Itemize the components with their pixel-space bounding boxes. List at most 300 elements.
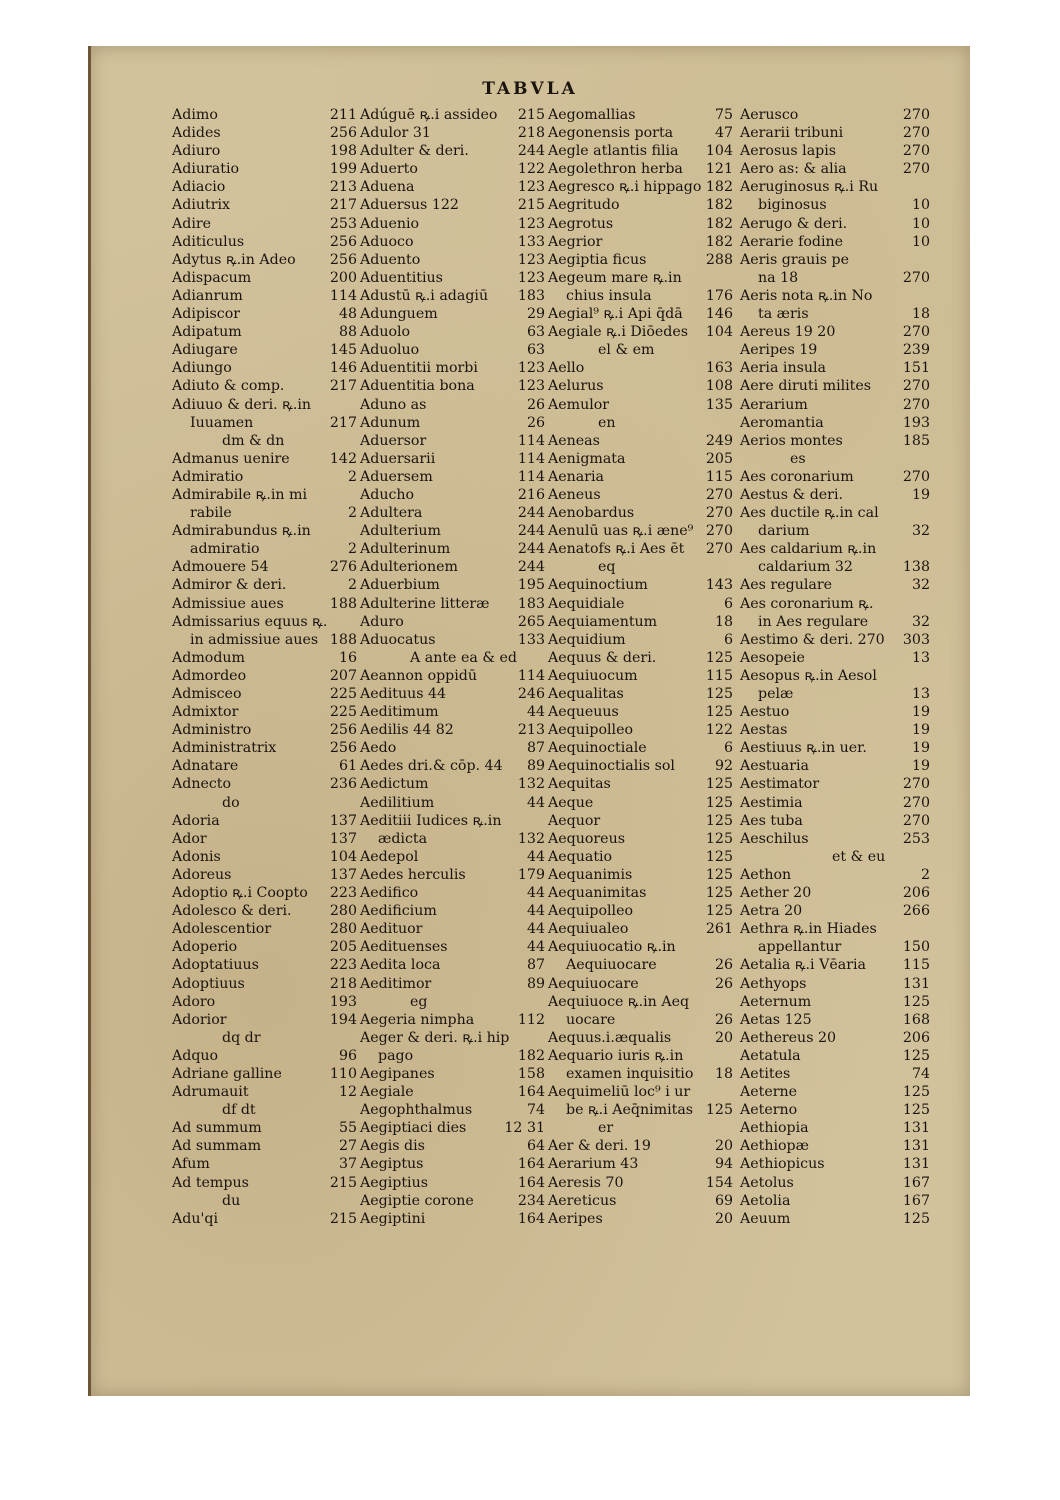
index-entry xyxy=(172,938,357,956)
index-entry xyxy=(360,902,545,920)
entry-page-number: 206 xyxy=(902,885,930,902)
index-entry xyxy=(548,1083,733,1101)
entry-term: Aestuo xyxy=(740,704,790,721)
entry-term: Adiuro xyxy=(172,143,221,160)
entry-term: Aduno as xyxy=(360,396,427,413)
entry-term: Aegeum mare ꝶ.in xyxy=(548,269,682,286)
entry-page-number: 205 xyxy=(705,450,733,467)
entry-page-number: 18 xyxy=(911,306,930,323)
entry-term: Aestiuus ꝶ.in uer. xyxy=(740,740,867,757)
entry-term: Admisceo xyxy=(172,686,242,702)
index-entry xyxy=(172,432,357,450)
entry-page-number: 256 xyxy=(329,740,357,757)
index-entry xyxy=(172,884,357,902)
entry-page-number: 125 xyxy=(705,649,733,666)
entry-page-number: 104 xyxy=(329,848,357,865)
entry-term: Aegomallias xyxy=(548,107,636,123)
entry-term: Admordeo xyxy=(172,667,247,684)
entry-page-number: 137 xyxy=(329,830,357,847)
index-entry xyxy=(548,1029,733,1047)
entry-term: Aegophthalmus xyxy=(360,1102,473,1119)
entry-page-number: 276 xyxy=(329,559,357,576)
entry-term: Adonis xyxy=(172,848,221,865)
entry-page-number: 121 xyxy=(705,161,733,178)
entry-term: Aequatio xyxy=(548,848,613,865)
entry-page-number: 193 xyxy=(329,993,357,1010)
entry-term: Adrumauit xyxy=(172,1084,249,1101)
entry-term: Aequor xyxy=(548,812,601,829)
entry-page-number: 244 xyxy=(517,559,545,576)
entry-page-number: 26 xyxy=(714,957,733,974)
entry-term: Aeresis 70 xyxy=(548,1174,624,1191)
index-entry xyxy=(172,613,357,631)
entry-page-number: 125 xyxy=(705,903,733,920)
entry-page-number: 225 xyxy=(329,704,357,721)
entry-page-number: 112 xyxy=(517,1011,545,1028)
index-entry xyxy=(548,305,733,323)
entry-term: Aegis dis xyxy=(360,1138,425,1155)
entry-page-number: 215 xyxy=(329,1174,357,1191)
entry-page-number: 87 xyxy=(526,957,545,974)
entry-term: Aetra 20 xyxy=(740,903,803,920)
entry-page-number: 26 xyxy=(714,1011,733,1028)
index-entry xyxy=(740,1065,930,1083)
entry-page-number: 87 xyxy=(526,740,545,757)
entry-term: Adu'qi xyxy=(172,1210,218,1227)
entry-page-number: 2 xyxy=(920,866,930,883)
index-entry xyxy=(740,613,930,631)
index-entry xyxy=(740,359,930,377)
index-entry xyxy=(740,142,930,160)
index-entry xyxy=(548,1192,733,1210)
index-entry xyxy=(548,468,733,486)
index-entry xyxy=(172,287,357,305)
entry-page-number: 69 xyxy=(714,1192,733,1209)
entry-page-number: 179 xyxy=(517,866,545,883)
index-entry xyxy=(360,504,545,522)
entry-term: Adiuto & comp. xyxy=(172,378,285,395)
entry-page-number: 193 xyxy=(902,414,930,431)
entry-term: Aerugo & deri. xyxy=(740,215,848,232)
entry-term: en xyxy=(598,414,616,431)
index-entry xyxy=(740,215,930,233)
entry-term: Aeditimum xyxy=(360,704,439,721)
entry-term: darium xyxy=(758,523,810,540)
index-entry xyxy=(740,975,930,993)
index-entry xyxy=(172,305,357,323)
entry-page-number: 236 xyxy=(329,776,357,793)
entry-term: Aequario iuris ꝶ.in xyxy=(548,1047,684,1064)
index-entry xyxy=(172,124,357,142)
entry-page-number: 270 xyxy=(705,505,733,522)
index-entry xyxy=(740,902,930,920)
entry-term: er xyxy=(598,1120,614,1137)
entry-page-number: 89 xyxy=(526,758,545,775)
entry-term: ta æris xyxy=(758,306,809,323)
entry-page-number: 26 xyxy=(526,414,545,431)
entry-page-number: 256 xyxy=(329,125,357,142)
index-entry xyxy=(172,1137,357,1155)
index-entry xyxy=(548,576,733,594)
entry-term: Aestus & deri. xyxy=(740,486,843,503)
entry-term: Aegiptie corone xyxy=(360,1192,474,1209)
index-entry xyxy=(548,1119,733,1137)
index-entry xyxy=(548,721,733,739)
index-entry xyxy=(740,775,930,793)
entry-term: Ad summam xyxy=(172,1138,262,1155)
entry-term: Aeneas xyxy=(548,432,600,449)
index-entry xyxy=(172,812,357,830)
entry-page-number: 195 xyxy=(517,577,545,594)
entry-page-number: 256 xyxy=(329,722,357,739)
index-entry xyxy=(360,160,545,178)
entry-page-number: 270 xyxy=(902,107,930,123)
entry-term: el & em xyxy=(598,342,655,359)
entry-term: Aegle atlantis filia xyxy=(548,143,679,160)
index-entry xyxy=(360,1065,545,1083)
index-entry xyxy=(172,377,357,395)
index-entry xyxy=(172,1083,357,1101)
entry-term: Adoro xyxy=(172,993,216,1010)
entry-page-number: 13 xyxy=(911,686,930,702)
entry-term: Aereticus xyxy=(548,1192,617,1209)
entry-term: Aegiptiaci dies xyxy=(360,1120,467,1137)
index-entry xyxy=(172,1011,357,1029)
entry-term: Aes coronarium ꝶ. xyxy=(740,595,874,612)
entry-term: Aequeuus xyxy=(548,704,619,721)
entry-term: Aestas xyxy=(740,722,788,739)
index-entry xyxy=(548,1210,733,1228)
index-entry xyxy=(740,667,930,685)
entry-term: Aequinoctiale xyxy=(548,740,647,757)
index-entry xyxy=(740,1047,930,1065)
index-entry xyxy=(360,938,545,956)
entry-page-number: 133 xyxy=(517,233,545,250)
entry-page-number: 63 xyxy=(526,324,545,341)
index-entry xyxy=(740,993,930,1011)
scanned-page xyxy=(90,46,970,1396)
index-entry xyxy=(548,1047,733,1065)
entry-term: Aeschilus xyxy=(740,830,809,847)
index-entry xyxy=(360,142,545,160)
entry-term: Aedes dri.& cōp. 44 xyxy=(360,758,503,775)
entry-term: Aeannon oppidū xyxy=(360,667,478,684)
index-entry xyxy=(548,775,733,793)
entry-term: Aequanimis xyxy=(548,866,633,883)
entry-page-number: 47 xyxy=(714,125,733,142)
entry-term: Aedepol xyxy=(360,848,419,865)
index-entry xyxy=(172,920,357,938)
entry-term: Admissarius equus ꝶ. xyxy=(172,613,328,630)
entry-page-number: 10 xyxy=(911,233,930,250)
entry-term: Adnecto xyxy=(172,776,232,793)
entry-term: Aducho xyxy=(360,486,415,503)
entry-page-number: 270 xyxy=(902,794,930,811)
index-entry xyxy=(548,215,733,233)
entry-page-number: 131 xyxy=(902,1138,930,1155)
entry-page-number: 288 xyxy=(705,251,733,268)
entry-page-number: 114 xyxy=(517,468,545,485)
entry-page-number: 12 xyxy=(338,1084,357,1101)
entry-page-number: 2 xyxy=(347,505,357,522)
entry-term: Aello xyxy=(548,360,585,377)
index-entry xyxy=(360,558,545,576)
entry-page-number: 265 xyxy=(517,613,545,630)
index-entry xyxy=(360,233,545,251)
index-entry xyxy=(740,1101,930,1119)
index-entry xyxy=(548,558,733,576)
entry-page-number: 122 xyxy=(705,722,733,739)
index-entry xyxy=(548,649,733,667)
entry-page-number: 44 xyxy=(526,848,545,865)
entry-term: Aestuaria xyxy=(740,758,809,775)
entry-page-number: 44 xyxy=(526,939,545,956)
entry-page-number: 167 xyxy=(902,1174,930,1191)
entry-term: Aetites xyxy=(740,1065,791,1082)
index-entry xyxy=(548,414,733,432)
index-entry xyxy=(172,414,357,432)
index-entry xyxy=(172,830,357,848)
index-entry xyxy=(740,468,930,486)
entry-term: Adquo xyxy=(172,1047,219,1064)
entry-term: Aegresco ꝶ.i hippago xyxy=(548,179,702,196)
entry-term: Admixtor xyxy=(172,704,239,721)
entry-page-number: 92 xyxy=(714,758,733,775)
entry-page-number: 75 xyxy=(714,107,733,123)
entry-term: Aes caldarium ꝶ.in xyxy=(740,541,877,558)
index-entry xyxy=(548,323,733,341)
index-entry xyxy=(740,269,930,287)
entry-page-number: 104 xyxy=(705,143,733,160)
entry-page-number: 74 xyxy=(911,1065,930,1082)
index-entry xyxy=(548,432,733,450)
index-entry xyxy=(360,1210,545,1228)
entry-term: Adire xyxy=(172,215,212,232)
entry-term: Aenulū uas ꝶ.i æne⁹ xyxy=(548,523,694,540)
entry-page-number: 154 xyxy=(705,1174,733,1191)
entry-page-number: 270 xyxy=(902,468,930,485)
index-entry xyxy=(360,522,545,540)
index-entry xyxy=(360,287,545,305)
index-entry xyxy=(740,956,930,974)
entry-page-number: 146 xyxy=(705,306,733,323)
entry-term: et & eu xyxy=(832,848,886,865)
entry-page-number: 44 xyxy=(526,903,545,920)
entry-page-number: 270 xyxy=(902,776,930,793)
index-entry xyxy=(360,323,545,341)
entry-page-number: 10 xyxy=(911,215,930,232)
index-entry xyxy=(172,993,357,1011)
entry-page-number: 27 xyxy=(338,1138,357,1155)
entry-page-number: 244 xyxy=(517,505,545,522)
entry-term: Aegonensis porta xyxy=(548,125,674,142)
entry-page-number: 114 xyxy=(517,667,545,684)
index-entry xyxy=(172,178,357,196)
entry-term: Ad tempus xyxy=(172,1174,249,1191)
index-entry xyxy=(740,486,930,504)
entry-page-number: 114 xyxy=(517,450,545,467)
entry-page-number: 108 xyxy=(705,378,733,395)
entry-page-number: 131 xyxy=(902,1120,930,1137)
entry-page-number: 125 xyxy=(705,704,733,721)
entry-page-number: 114 xyxy=(517,432,545,449)
index-entry xyxy=(740,866,930,884)
entry-term: Aequanimitas xyxy=(548,885,647,902)
index-entry xyxy=(740,739,930,757)
entry-page-number: 185 xyxy=(902,432,930,449)
entry-term: Aegrotus xyxy=(548,215,614,232)
index-entry xyxy=(172,1210,357,1228)
entry-term: rabile xyxy=(190,505,232,522)
entry-term: in Aes regulare xyxy=(758,613,869,630)
entry-term: Aestimator xyxy=(740,776,820,793)
index-entry xyxy=(548,1137,733,1155)
entry-term: do xyxy=(222,794,240,811)
index-entry xyxy=(740,920,930,938)
index-entry xyxy=(740,1119,930,1137)
entry-page-number: 246 xyxy=(517,686,545,702)
index-entry xyxy=(360,1029,545,1047)
index-entry xyxy=(548,522,733,540)
index-entry xyxy=(172,721,357,739)
entry-term: Aethon xyxy=(740,866,792,883)
entry-page-number: 244 xyxy=(517,523,545,540)
entry-page-number: 19 xyxy=(911,722,930,739)
entry-term: Aedilitium xyxy=(360,794,435,811)
page-heading: TABVLA xyxy=(482,79,578,99)
entry-page-number: 150 xyxy=(902,939,930,956)
entry-page-number: 125 xyxy=(705,866,733,883)
entry-term: Aequipolleo xyxy=(548,722,634,739)
entry-term: Aetolus xyxy=(740,1174,794,1191)
index-entry xyxy=(740,450,930,468)
entry-term: Aeromantia xyxy=(740,414,824,431)
entry-term: Adipiscor xyxy=(172,306,241,323)
index-entry xyxy=(172,775,357,793)
entry-page-number: 188 xyxy=(329,631,357,648)
index-entry xyxy=(548,504,733,522)
entry-page-number: 225 xyxy=(329,686,357,702)
entry-page-number: 104 xyxy=(705,324,733,341)
entry-page-number: 218 xyxy=(517,125,545,142)
entry-page-number: 182 xyxy=(517,1047,545,1064)
index-column-4 xyxy=(740,106,930,1228)
index-entry xyxy=(172,359,357,377)
entry-page-number: 44 xyxy=(526,921,545,938)
entry-term: eq xyxy=(598,559,616,576)
entry-page-number: 125 xyxy=(902,1102,930,1119)
index-entry xyxy=(740,721,930,739)
entry-page-number: 213 xyxy=(517,722,545,739)
index-entry xyxy=(740,251,930,269)
entry-term: Aeterne xyxy=(740,1084,798,1101)
index-entry xyxy=(740,178,930,196)
entry-page-number: 280 xyxy=(329,903,357,920)
index-entry xyxy=(548,956,733,974)
index-entry xyxy=(172,1155,357,1173)
entry-page-number: 164 xyxy=(517,1156,545,1173)
entry-page-number: 253 xyxy=(902,830,930,847)
entry-page-number: 20 xyxy=(714,1210,733,1227)
entry-term: Aduersarii xyxy=(360,450,436,467)
entry-page-number: 125 xyxy=(902,993,930,1010)
entry-term: Aerusco xyxy=(740,107,799,123)
index-entry xyxy=(360,341,545,359)
index-entry xyxy=(360,305,545,323)
index-entry xyxy=(548,106,733,124)
entry-term: Aetalia ꝶ.i Vēaria xyxy=(740,957,866,974)
index-entry xyxy=(360,1174,545,1192)
index-entry xyxy=(740,1029,930,1047)
entry-page-number: 270 xyxy=(902,125,930,142)
index-entry xyxy=(740,432,930,450)
entry-page-number: 270 xyxy=(902,269,930,286)
index-entry xyxy=(360,631,545,649)
index-entry xyxy=(548,902,733,920)
index-entry xyxy=(360,414,545,432)
entry-page-number: 142 xyxy=(329,450,357,467)
index-entry xyxy=(172,685,357,703)
entry-term: Aedita loca xyxy=(360,957,441,974)
index-entry xyxy=(548,178,733,196)
entry-page-number: 125 xyxy=(902,1210,930,1227)
entry-page-number: 138 xyxy=(902,559,930,576)
index-entry xyxy=(360,703,545,721)
entry-page-number: 199 xyxy=(329,161,357,178)
entry-term: Aditiculus xyxy=(172,233,245,250)
index-entry xyxy=(548,142,733,160)
index-entry xyxy=(548,993,733,1011)
entry-page-number: 206 xyxy=(902,1029,930,1046)
entry-page-number: 164 xyxy=(517,1084,545,1101)
entry-page-number: 270 xyxy=(705,486,733,503)
entry-term: Adunguem xyxy=(360,306,438,323)
entry-term: Admiror & deri. xyxy=(172,577,287,594)
entry-page-number: 26 xyxy=(714,975,733,992)
entry-term: Aerarium xyxy=(740,396,808,413)
entry-term: Administratrix xyxy=(172,740,277,757)
index-entry xyxy=(172,251,357,269)
index-entry xyxy=(360,1011,545,1029)
index-entry xyxy=(172,1065,357,1083)
entry-term: Aequidiale xyxy=(548,595,625,612)
index-entry xyxy=(740,576,930,594)
entry-page-number: 163 xyxy=(705,360,733,377)
entry-page-number: 48 xyxy=(338,306,357,323)
index-entry xyxy=(360,975,545,993)
entry-term: Aegrior xyxy=(548,233,603,250)
index-entry xyxy=(548,1101,733,1119)
entry-term: Adispacum xyxy=(172,269,252,286)
entry-page-number: 207 xyxy=(329,667,357,684)
entry-page-number: 167 xyxy=(902,1192,930,1209)
index-entry xyxy=(172,540,357,558)
index-entry xyxy=(360,739,545,757)
index-entry xyxy=(172,160,357,178)
entry-page-number: 55 xyxy=(338,1120,357,1137)
index-entry xyxy=(740,703,930,721)
index-entry xyxy=(360,848,545,866)
entry-term: Aetolia xyxy=(740,1192,791,1209)
index-entry xyxy=(740,1210,930,1228)
entry-page-number: 74 xyxy=(526,1102,545,1119)
entry-page-number: 158 xyxy=(517,1065,545,1082)
entry-term: Aegiptius xyxy=(360,1174,429,1191)
index-entry xyxy=(360,377,545,395)
entry-term: Iuuamen xyxy=(190,414,254,431)
entry-page-number: 146 xyxy=(329,360,357,377)
entry-term: Aequidium xyxy=(548,631,626,648)
